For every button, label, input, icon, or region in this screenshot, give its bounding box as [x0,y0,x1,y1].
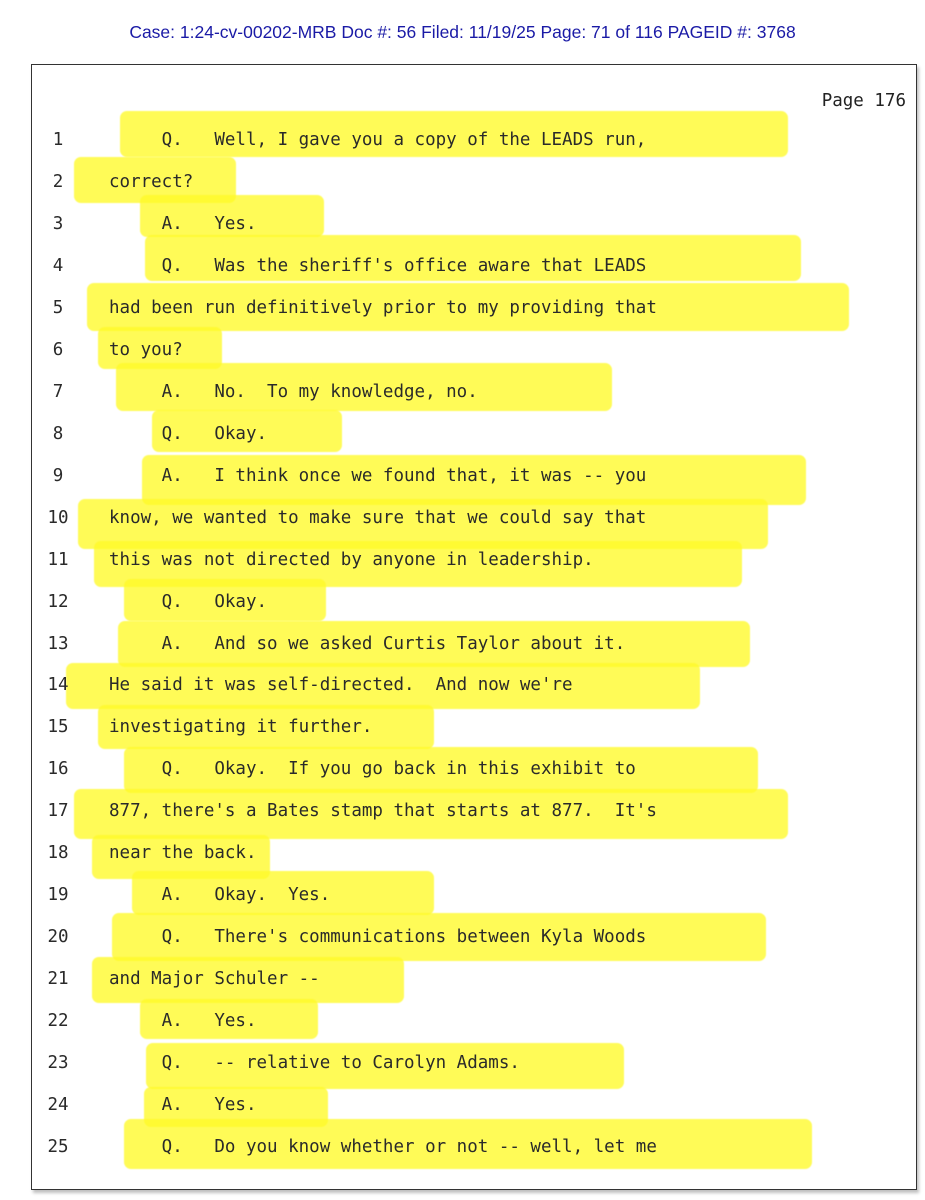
line-text: A. I think once we found that, it was -- you [109,465,647,486]
line-number: 13 [47,633,69,654]
line-text: correct? [109,171,194,192]
line-number: 19 [47,885,69,906]
line-number: 7 [52,381,64,402]
line-number: 15 [47,717,69,738]
line-number: 23 [47,1053,69,1074]
transcript-line [32,1135,916,1159]
line-number: 10 [47,507,69,528]
line-number: 8 [52,423,64,444]
transcript-line [32,1051,916,1075]
transcript-line [32,380,916,404]
line-text: and Major Schuler -- [109,969,320,990]
line-number: 6 [52,339,64,360]
page-number: Page 176 [821,91,906,111]
line-number: 25 [47,1137,69,1158]
line-number: 14 [47,675,69,696]
line-number: 11 [47,549,69,570]
line-text: know, we wanted to make sure that we could say that [109,507,647,528]
line-text: Q. Okay. If you go back in this exhibit to [109,759,636,780]
line-text: A. Yes. [109,213,257,234]
line-text: Q. Okay. [109,423,268,444]
line-text: He said it was self-directed. And now we're [109,675,573,696]
line-text: Q. -- relative to Carolyn Adams. [109,1053,520,1074]
transcript-line [32,1093,916,1117]
line-number: 17 [47,801,69,822]
line-text: near the back. [109,843,257,864]
line-text: investigating it further. [109,717,373,738]
transcript-line [32,757,916,781]
line-number: 12 [47,591,69,612]
line-number: 16 [47,759,69,780]
line-text: A. Yes. [109,1095,257,1116]
transcript-line [32,212,916,236]
transcript-line [32,925,916,949]
line-text: A. No. To my knowledge, no. [109,381,478,402]
line-text: A. And so we asked Curtis Taylor about it. [109,633,626,654]
line-number: 2 [52,171,64,192]
transcript-line [32,338,916,362]
line-text: Q. Okay. [109,591,268,612]
line-text: had been run definitively prior to my providing that [109,297,657,318]
transcript-line [32,254,916,278]
transcript-line [32,548,916,572]
transcript-line [32,715,916,739]
line-text: to you? [109,339,183,360]
transcript-line [32,590,916,614]
transcript-line [32,673,916,697]
transcript-line [32,422,916,446]
case-header: Case: 1:24-cv-00202-MRB Doc #: 56 Filed: 11/19/25 Page: 71 of 116 PAGEID #: 3768 [129,22,796,42]
line-text: Q. Well, I gave you a copy of the LEADS run, [109,130,647,150]
line-number: 1 [52,130,64,150]
transcript-line [32,296,916,320]
transcript-line [32,967,916,991]
line-number: 3 [52,213,64,234]
transcript-line [32,632,916,656]
transcript-line [32,799,916,823]
transcript-line [32,464,916,488]
line-text: A. Yes. [109,1011,257,1032]
line-number: 21 [47,969,69,990]
line-text: Q. Was the sheriff's office aware that LEADS [109,255,647,276]
transcript-line [32,841,916,865]
line-number: 24 [47,1095,69,1116]
line-number: 9 [52,465,64,486]
line-number: 18 [47,843,69,864]
transcript-line [32,883,916,907]
line-number: 5 [52,297,64,318]
transcript-line [32,1009,916,1033]
line-text: A. Okay. Yes. [109,885,331,906]
transcript-line [32,170,916,194]
transcript-line [32,128,916,152]
line-text: this was not directed by anyone in leadership. [109,549,594,570]
line-number: 22 [47,1011,69,1032]
line-number: 4 [52,255,64,276]
transcript-line [32,506,916,530]
line-text: 877, there's a Bates stamp that starts at 877. It's [109,801,657,822]
transcript-page [31,64,917,1190]
line-number: 20 [47,927,69,948]
line-text: Q. Do you know whether or not -- well, let me [109,1137,657,1158]
line-text: Q. There's communications between Kyla Woods [109,927,647,948]
